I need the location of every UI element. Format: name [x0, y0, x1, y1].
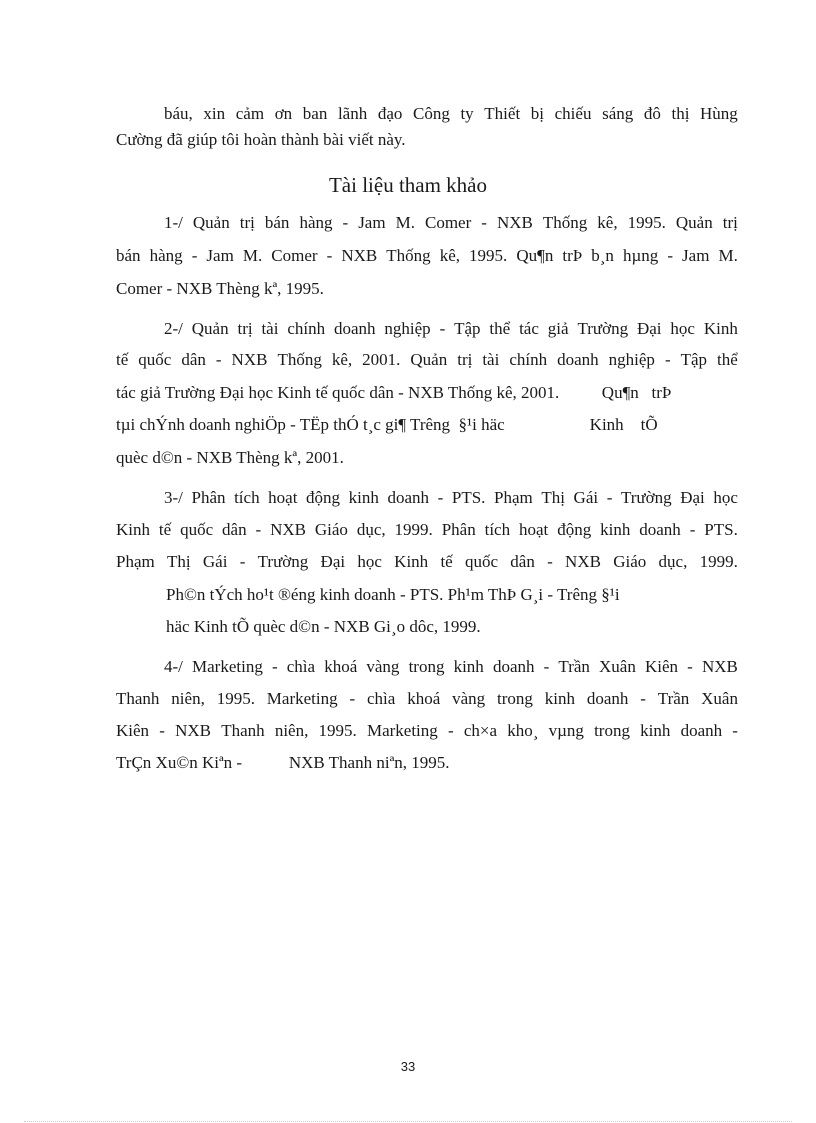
word: trong	[497, 689, 533, 708]
word: NXB	[565, 552, 601, 571]
word: b¸n	[591, 246, 614, 265]
word: tài	[482, 350, 500, 369]
word: -	[667, 246, 673, 265]
word: -	[191, 246, 198, 265]
word: tế	[116, 350, 129, 369]
reference-line	[164, 655, 738, 679]
word: Trần	[657, 689, 690, 708]
word: 1-/	[164, 213, 183, 232]
word: tài	[261, 319, 279, 338]
word: đạo	[377, 104, 403, 123]
word: 1999.	[699, 552, 738, 571]
word: 1995.	[318, 721, 357, 740]
word: 1995.	[627, 213, 666, 232]
word: -	[437, 488, 444, 507]
word: Jam	[682, 246, 710, 265]
word: -	[159, 721, 165, 740]
word: kinh	[640, 721, 671, 740]
word: -	[447, 721, 454, 740]
word: động	[557, 520, 592, 539]
word: Thống	[277, 350, 322, 369]
word: trị	[239, 213, 255, 232]
word: học	[670, 319, 695, 338]
word: ơn	[274, 104, 293, 123]
word: PTS.	[704, 520, 738, 539]
word: Jam	[358, 213, 386, 232]
word: -	[687, 657, 693, 676]
word: Xuân	[701, 689, 738, 708]
word: sáng	[602, 104, 634, 123]
word: kê,	[597, 213, 618, 232]
word: Gái	[202, 552, 228, 571]
word: kinh	[600, 520, 631, 539]
word: kho¸	[507, 721, 539, 740]
reference-line	[116, 348, 738, 372]
word: dân	[510, 552, 535, 571]
word: Kiên	[644, 657, 679, 676]
word: Comer	[424, 213, 472, 232]
word: chiếu	[554, 104, 592, 123]
word: 1995.	[469, 246, 508, 265]
word: NXB	[270, 520, 306, 539]
word: NXB	[701, 657, 738, 676]
word: Tập	[454, 319, 481, 338]
word: hµng	[622, 246, 659, 265]
word: dục,	[658, 552, 688, 571]
page-number: 33	[400, 1059, 416, 1074]
word: chìa	[367, 689, 396, 708]
word: niên,	[171, 689, 205, 708]
word: vµng	[548, 721, 584, 740]
word: -	[439, 319, 446, 338]
word: cảm	[235, 104, 265, 123]
word: trong	[408, 657, 445, 676]
word: Quản	[192, 213, 230, 232]
word: Đại	[320, 552, 346, 571]
word: vàng	[452, 689, 486, 708]
word: ch×a	[463, 721, 498, 740]
word: Thanh	[221, 721, 265, 740]
word: Giáo	[613, 552, 647, 571]
reference-line: Ph©n tÝch ho¹t ®éng kinh doanh - PTS. Ph¹m ThÞ G¸i - Trêng §¹i	[166, 585, 620, 604]
word: doanh	[333, 319, 376, 338]
reference-line: häc Kinh tÕ quèc d©n - NXB Gi¸o dôc, 1999.	[166, 617, 481, 636]
reference-line	[116, 518, 738, 542]
reference-line	[116, 719, 738, 743]
word: học	[713, 488, 738, 507]
word: Đại	[680, 488, 705, 507]
reference-line	[116, 244, 738, 268]
word: tích	[484, 520, 511, 539]
word: -	[664, 350, 671, 369]
word: Công	[413, 104, 450, 123]
word: thể	[717, 350, 738, 369]
word: M.	[242, 246, 263, 265]
word: -	[543, 657, 550, 676]
word: NXB	[341, 246, 378, 265]
word: -	[342, 213, 349, 232]
word: Đại	[636, 319, 662, 338]
references-heading: Tài liệu tham khảo	[328, 173, 488, 197]
reference-line: tác giả Trường Đại học Kinh tế quốc dân - NXB Thống kê, 2001. Qu¶n trÞ	[116, 383, 672, 402]
word: 2-/	[164, 319, 183, 338]
word: dân	[181, 350, 206, 369]
word: chìa	[286, 657, 316, 676]
word: Phạm	[494, 488, 533, 507]
word: 2001.	[362, 350, 401, 369]
word: chính	[509, 350, 548, 369]
word: Thị	[541, 488, 565, 507]
word: Marketing	[266, 689, 338, 708]
word: Quản	[191, 319, 229, 338]
word: 1999.	[394, 520, 433, 539]
word: kinh	[453, 657, 484, 676]
word: học	[357, 552, 382, 571]
word: Kinh	[703, 319, 738, 338]
word: -	[547, 552, 553, 571]
reference-line	[116, 550, 738, 574]
word: Phân	[191, 488, 226, 507]
word: Quản	[675, 213, 713, 232]
word: Phân	[441, 520, 476, 539]
word: quốc	[180, 520, 214, 539]
paragraph-line: Cường đã giúp tôi hoàn thành bài viết này.	[116, 130, 406, 149]
word: hoạt	[268, 488, 298, 507]
word: nghiệp	[608, 350, 655, 369]
word: Marketing	[366, 721, 438, 740]
word: Kinh	[116, 520, 150, 539]
word: Trường	[577, 319, 629, 338]
word: Thống	[542, 213, 588, 232]
word: -	[640, 689, 646, 708]
word: khoá	[324, 657, 358, 676]
word: Quản	[410, 350, 448, 369]
word: -	[215, 350, 222, 369]
word: Thanh	[116, 689, 160, 708]
word: Comer	[271, 246, 318, 265]
word: tế	[158, 520, 172, 539]
word: ban	[302, 104, 328, 123]
word: hàng	[149, 246, 183, 265]
word: Xuân	[599, 657, 636, 676]
word: Trường	[620, 488, 672, 507]
word: -	[326, 246, 333, 265]
reference-line: TrÇn Xu©n Kiªn - NXB Thanh niªn, 1995.	[116, 753, 450, 772]
word: Hùng	[700, 104, 738, 123]
word: Jam	[206, 246, 234, 265]
word: Giáo	[314, 520, 348, 539]
word: dục,	[356, 520, 386, 539]
reference-line	[164, 486, 738, 510]
word: Kiên	[116, 721, 150, 740]
word: Phạm	[116, 552, 155, 571]
word: -	[255, 520, 262, 539]
word: xin	[203, 104, 226, 123]
word: lãnh	[337, 104, 368, 123]
word: doanh	[586, 689, 629, 708]
word: NXB	[175, 721, 211, 740]
word: kinh	[544, 689, 575, 708]
word: M.	[718, 246, 738, 265]
word: trị	[457, 350, 473, 369]
word: bị	[530, 104, 545, 123]
word: bán	[116, 246, 141, 265]
word: Trần	[558, 657, 590, 676]
word: trị	[722, 213, 738, 232]
word: quốc	[464, 552, 499, 571]
word: PTS.	[451, 488, 486, 507]
word: -	[732, 721, 738, 740]
reference-line: quèc d©n - NXB Thèng kª, 2001.	[116, 448, 344, 467]
word: kinh	[348, 488, 379, 507]
word: M.	[395, 213, 415, 232]
word: giả	[547, 319, 569, 338]
paragraph-line	[164, 102, 738, 126]
word: tác	[519, 319, 539, 338]
word: niên,	[274, 721, 309, 740]
word: 3-/	[164, 488, 183, 507]
word: Trường	[257, 552, 309, 571]
word: Thị	[167, 552, 191, 571]
word: chính	[287, 319, 326, 338]
word: trị	[237, 319, 253, 338]
word: Qu¶n	[516, 246, 554, 265]
word: doanh	[492, 657, 535, 676]
word: Thiết	[484, 104, 521, 123]
word: Thống	[386, 246, 431, 265]
word: đô	[643, 104, 661, 123]
word: thể	[489, 319, 511, 338]
word: doanh	[557, 350, 599, 369]
reference-line	[164, 317, 738, 341]
word: trong	[594, 721, 630, 740]
word: Tập	[680, 350, 708, 369]
word: doanh	[639, 520, 681, 539]
word: -	[606, 488, 613, 507]
reference-line	[116, 687, 738, 711]
word: 4-/	[164, 657, 183, 676]
word: 1995.	[216, 689, 255, 708]
word: -	[689, 520, 696, 539]
word: Marketing	[192, 657, 263, 676]
word: NXB	[231, 350, 268, 369]
word: -	[271, 657, 278, 676]
word: kê,	[331, 350, 353, 369]
word: báu,	[164, 104, 193, 123]
word: Kinh	[394, 552, 429, 571]
word: vàng	[366, 657, 400, 676]
word: doanh	[680, 721, 723, 740]
reference-line	[164, 211, 738, 235]
word: NXB	[496, 213, 533, 232]
word: động	[306, 488, 341, 507]
word: ty	[460, 104, 474, 123]
word: hoạt	[519, 520, 549, 539]
reference-line: Comer - NXB Thèng kª, 1995.	[116, 279, 324, 298]
word: tế	[440, 552, 453, 571]
word: doanh	[387, 488, 430, 507]
word: -	[349, 689, 356, 708]
word: -	[481, 213, 487, 232]
word: kê,	[439, 246, 460, 265]
word: trÞ	[562, 246, 583, 265]
word: bán	[264, 213, 290, 232]
word: dân	[222, 520, 247, 539]
word: nghiệp	[384, 319, 431, 338]
reference-line: tµi chÝnh doanh nghiÖp - TËp thÓ t¸c gi¶ Trêng §¹i häc Kinh tÕ	[116, 415, 658, 434]
word: khoá	[407, 689, 441, 708]
word: tích	[234, 488, 260, 507]
word: -	[239, 552, 246, 571]
word: thị	[671, 104, 690, 123]
word: hàng	[299, 213, 333, 232]
word: Gái	[573, 488, 599, 507]
page-bottom-divider	[24, 1121, 792, 1122]
word: quốc	[138, 350, 172, 369]
